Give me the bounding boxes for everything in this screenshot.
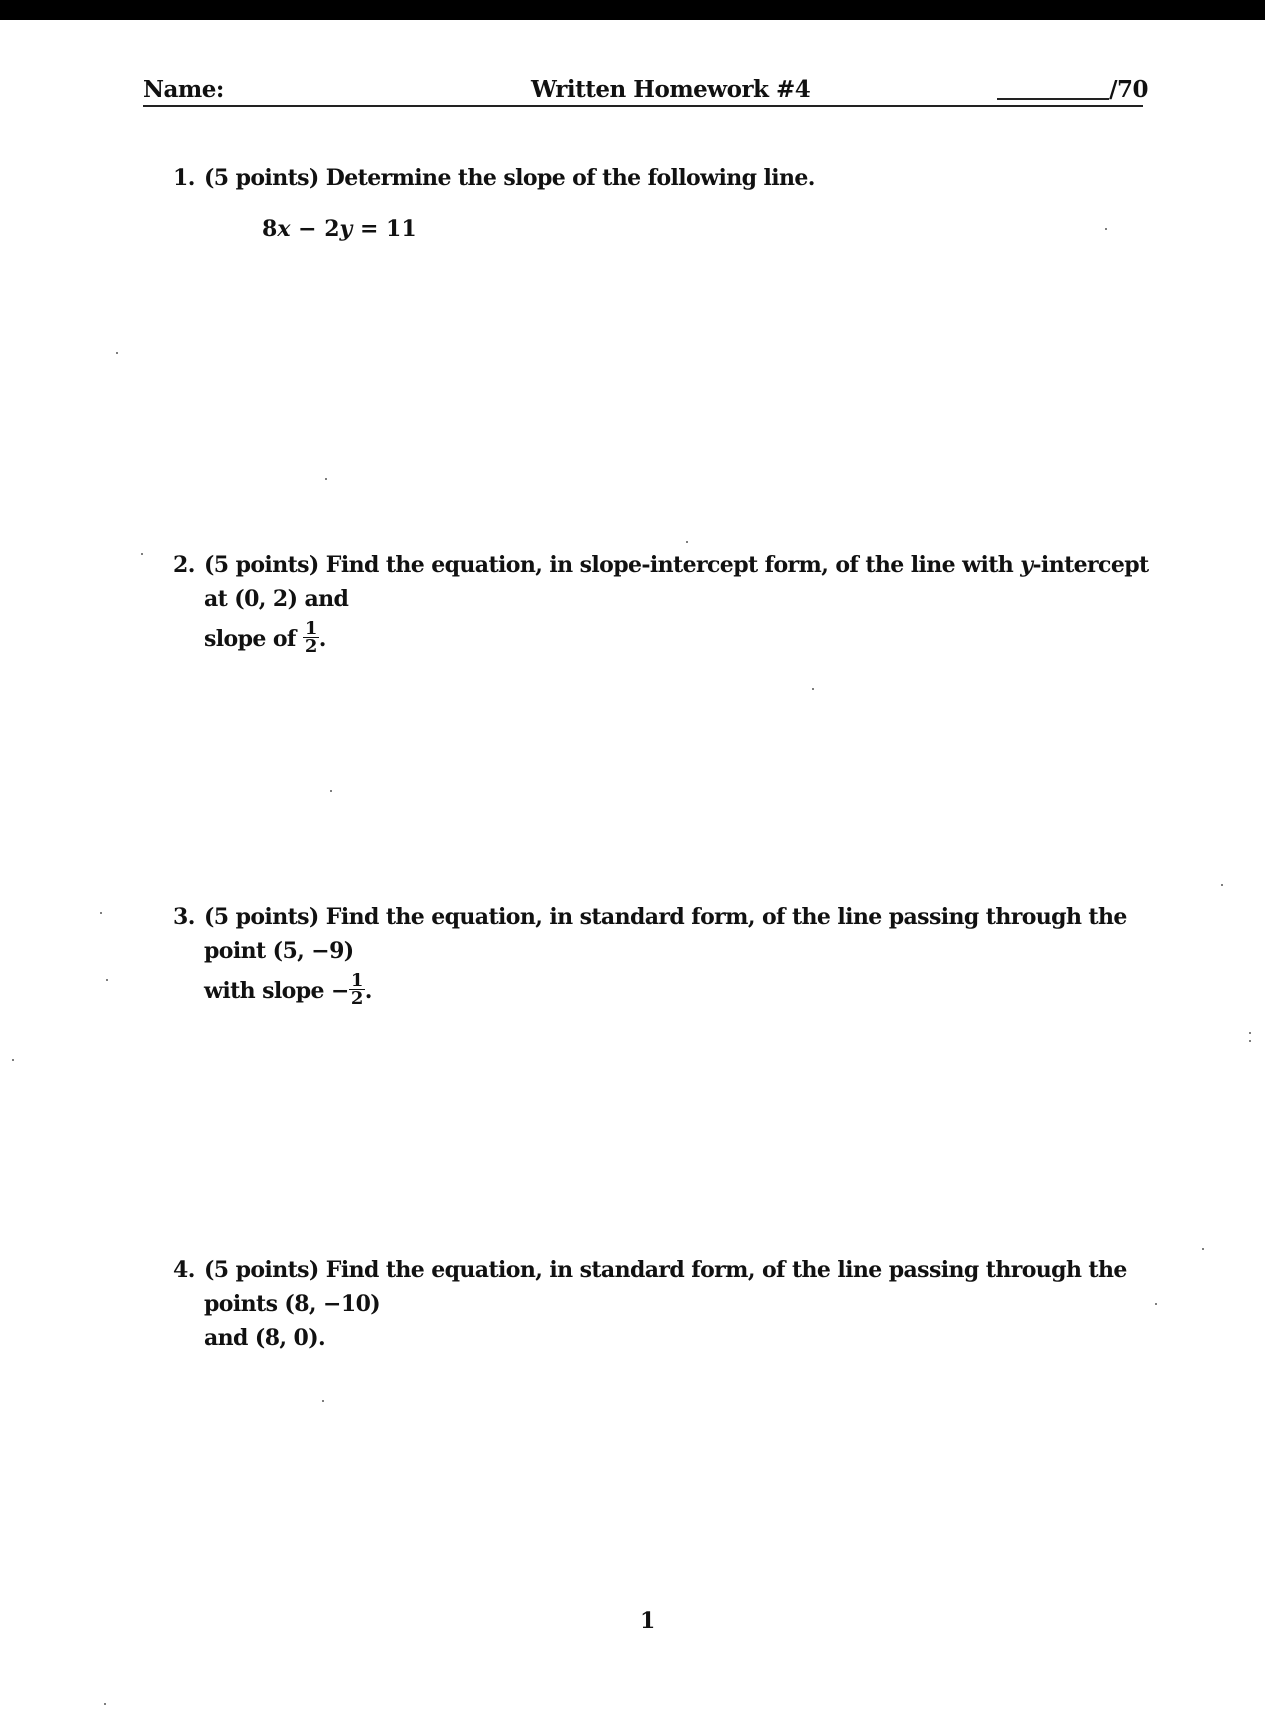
score-blank xyxy=(997,78,1109,100)
homework-title: Written Homework #4 xyxy=(531,76,811,103)
problem-text: (5 points) Find the equation, in standard form, of the line passing through the points (8, −10) and (8, 0). xyxy=(204,1257,1127,1351)
header-rule xyxy=(143,105,1143,107)
score-field xyxy=(997,76,1148,103)
score-total: /70 xyxy=(1109,76,1148,103)
problem-text: (5 points) Find the equation, in standard form, of the line passing through the point (5, −9) with slope − $\frac{1}{2}$ . xyxy=(204,904,1127,1009)
worksheet-header xyxy=(143,74,1148,108)
problem-text: (5 points) Find the equation, in slope-intercept form, of the line with y-intercept at (0, 2) and slope of $\frac{1}{2}$ . xyxy=(204,552,1149,657)
page-number: 1 xyxy=(640,1608,656,1634)
problem-number: 4. xyxy=(173,1257,195,1283)
problem-number: 1. xyxy=(173,165,195,191)
problem-1-equation: 8x − 2y = 11 xyxy=(262,216,417,242)
name-label: Name: xyxy=(143,76,224,103)
fraction: $\frac{1}{2}$ xyxy=(304,617,317,657)
problem-number: 3. xyxy=(173,904,195,930)
scan-top-border xyxy=(0,0,1265,20)
problem-text: (5 points) Determine the slope of the following line. xyxy=(204,165,815,191)
fraction: $\frac{1}{2}$ xyxy=(350,969,363,1009)
problem-number: 2. xyxy=(173,552,195,578)
